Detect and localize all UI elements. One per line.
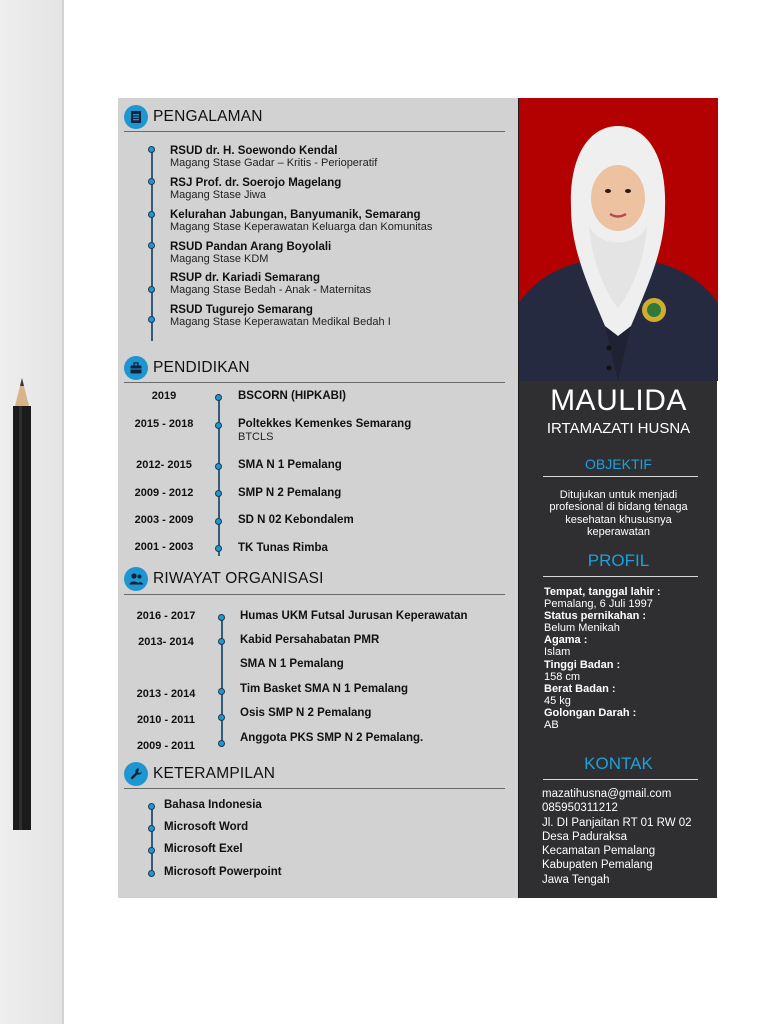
education-year: 2001 - 2003 xyxy=(134,541,194,553)
field-value: Belum Menikah xyxy=(544,622,620,635)
timeline-dot xyxy=(215,463,222,470)
skill-item: Bahasa Indonesia xyxy=(164,799,262,811)
field-label: Tinggi Badan : xyxy=(544,658,621,671)
timeline-dot xyxy=(148,242,155,249)
timeline-dot xyxy=(148,316,155,323)
experience-item xyxy=(170,146,510,169)
skill-item: Microsoft Powerpoint xyxy=(164,866,282,878)
experience-item xyxy=(170,273,510,296)
timeline-dot xyxy=(148,146,155,153)
timeline-dot xyxy=(148,870,155,877)
section-divider xyxy=(124,788,505,789)
profil-field xyxy=(544,610,714,622)
experience-place: RSUP dr. Kariadi Semarang xyxy=(170,272,320,284)
timeline-dot xyxy=(148,847,155,854)
organization-item: Anggota PKS SMP N 2 Pemalang. xyxy=(240,732,424,744)
paper-edge xyxy=(62,0,64,1024)
experience-role: Magang Stase KDM xyxy=(170,252,269,265)
education-name: SMP N 2 Pemalang xyxy=(238,487,342,499)
organization-item: Humas UKM Futsal Jurusan Keperawatan xyxy=(240,610,468,622)
education-year: 2003 - 2009 xyxy=(134,514,194,526)
field-value: Islam xyxy=(544,646,571,659)
experience-item xyxy=(170,178,510,201)
timeline-line xyxy=(218,394,220,556)
organization-year: 2016 - 2017 xyxy=(136,610,196,622)
education-name: Poltekkes Kemenkes Semarang xyxy=(238,418,412,430)
skill-item: Microsoft Exel xyxy=(164,843,243,855)
pencil-image xyxy=(10,378,34,830)
field-label: Tempat, tanggal lahir : xyxy=(544,586,661,598)
field-label: Berat Badan : xyxy=(544,682,616,695)
timeline-dot xyxy=(215,545,222,552)
experience-place: RSUD Pandan Arang Boyolali xyxy=(170,241,332,253)
organization-year: 2010 - 2011 xyxy=(136,714,196,726)
right-column xyxy=(518,98,717,898)
section-organisasi-header xyxy=(124,566,324,592)
contact-email[interactable]: mazatihusna@gmail.com xyxy=(542,788,672,800)
field-label: Status pernikahan : xyxy=(544,610,647,623)
kontak-title: KONTAK xyxy=(584,754,653,773)
left-column xyxy=(118,98,518,898)
field-label: Agama : xyxy=(544,634,588,647)
contact-phone[interactable]: 085950311212 xyxy=(542,802,618,815)
organization-year: 2009 - 2011 xyxy=(136,740,196,752)
education-sub: BTCLS xyxy=(238,431,274,443)
timeline-dot xyxy=(218,740,225,747)
experience-item xyxy=(170,210,510,233)
timeline-dot xyxy=(148,825,155,832)
section-pendidikan-header xyxy=(124,355,250,381)
profil-fields xyxy=(544,586,714,731)
education-name: SMA N 1 Pemalang xyxy=(238,459,342,471)
profil-field xyxy=(544,707,714,719)
timeline-dot xyxy=(215,490,222,497)
contact-address-line: Kabupaten Pemalang xyxy=(542,859,653,872)
timeline-dot xyxy=(218,688,225,695)
experience-role: Magang Stase Bedah - Anak - Maternitas xyxy=(170,283,372,296)
profil-field xyxy=(544,683,714,695)
profil-field xyxy=(544,634,714,646)
experience-place: RSUD dr. H. Soewondo Kendal xyxy=(170,145,338,157)
section-divider xyxy=(124,131,505,132)
profile-photo xyxy=(519,98,718,381)
experience-role: Magang Stase Keperawatan Medikal Bedah I xyxy=(170,315,391,328)
education-year: 2012- 2015 xyxy=(136,459,192,471)
cv-sheet xyxy=(118,98,717,898)
experience-place: RSJ Prof. dr. Soerojo Magelang xyxy=(170,177,342,189)
name-first: MAULIDA xyxy=(550,384,687,417)
section-title: PENGALAMAN xyxy=(153,108,263,125)
kontak-lines xyxy=(542,787,714,887)
timeline-dot xyxy=(215,394,222,401)
skill-item: Microsoft Word xyxy=(164,821,249,833)
contact-address-line: Kecamatan Pemalang xyxy=(542,845,656,857)
contact-address-line: Jl. DI Panjaitan RT 01 RW 02 xyxy=(542,816,692,829)
experience-item xyxy=(170,242,510,265)
organization-item: SMA N 1 Pemalang xyxy=(240,658,344,670)
organization-year: 2013 - 2014 xyxy=(136,688,196,700)
timeline-dot xyxy=(218,714,225,721)
education-year: 2015 - 2018 xyxy=(134,418,194,430)
contact-address-line: Jawa Tengah xyxy=(542,873,610,886)
organization-item: Osis SMP N 2 Pemalang xyxy=(240,707,372,719)
field-value: AB xyxy=(544,719,559,732)
timeline-dot xyxy=(148,211,155,218)
timeline-dot xyxy=(215,422,222,429)
timeline-dot xyxy=(218,614,225,621)
objektif-text: Ditujukan untuk menjadi profesional di bidang tenaga kesehatan khususnya keperawatan xyxy=(549,489,688,538)
section-title: PENDIDIKAN xyxy=(153,359,250,376)
organization-year: 2013- 2014 xyxy=(138,636,194,648)
section-divider xyxy=(543,476,698,477)
timeline-dot xyxy=(218,638,225,645)
timeline-dot xyxy=(148,178,155,185)
briefcase-icon xyxy=(124,356,148,380)
section-divider xyxy=(124,594,505,595)
field-label: Golongan Darah : xyxy=(544,706,637,719)
section-pengalaman-header xyxy=(124,104,263,130)
section-divider xyxy=(543,576,698,577)
education-name: SD N 02 Kebondalem xyxy=(238,514,354,526)
section-divider xyxy=(543,779,698,780)
document-icon xyxy=(124,105,148,129)
timeline-dot xyxy=(148,286,155,293)
experience-role: Magang Stase Keperawatan Keluarga dan Komunitas xyxy=(170,220,433,233)
field-value: 158 cm xyxy=(544,670,581,683)
education-name: TK Tunas Rimba xyxy=(238,542,328,554)
profil-field xyxy=(544,659,714,671)
people-icon xyxy=(124,567,148,591)
section-keterampilan-header xyxy=(124,761,275,787)
timeline-dot xyxy=(148,803,155,810)
experience-place: Kelurahan Jabungan, Banyumanik, Semarang xyxy=(170,209,421,221)
experience-item xyxy=(170,305,510,328)
wrench-icon xyxy=(124,762,148,786)
experience-place: RSUD Tugurejo Semarang xyxy=(170,304,313,316)
timeline-line xyxy=(221,617,223,747)
section-title: KETERAMPILAN xyxy=(153,765,276,782)
experience-role: Magang Stase Jiwa xyxy=(170,188,266,201)
section-divider xyxy=(124,382,505,383)
education-year: 2019 xyxy=(151,390,177,402)
experience-role: Magang Stase Gadar – Kritis - Perioperatif xyxy=(170,156,378,169)
profil-title: PROFIL xyxy=(587,551,650,570)
organization-item: Kabid Persahabatan PMR xyxy=(240,634,380,646)
education-name: BSCORN (HIPKABI) xyxy=(238,390,346,402)
name-last: IRTAMAZATI HUSNA xyxy=(546,420,691,437)
contact-address-line: Desa Paduraksa xyxy=(542,830,628,843)
timeline-line xyxy=(151,804,153,876)
education-year: 2009 - 2012 xyxy=(134,487,194,499)
field-value: 45 kg xyxy=(544,694,571,707)
objektif-title: OBJEKTIF xyxy=(585,456,652,472)
organization-item: Tim Basket SMA N 1 Pemalang xyxy=(240,683,409,695)
profil-field xyxy=(544,586,714,598)
section-title: RIWAYAT ORGANISASI xyxy=(153,570,324,587)
field-value: Pemalang, 6 Juli 1997 xyxy=(544,598,653,611)
timeline-dot xyxy=(215,518,222,525)
